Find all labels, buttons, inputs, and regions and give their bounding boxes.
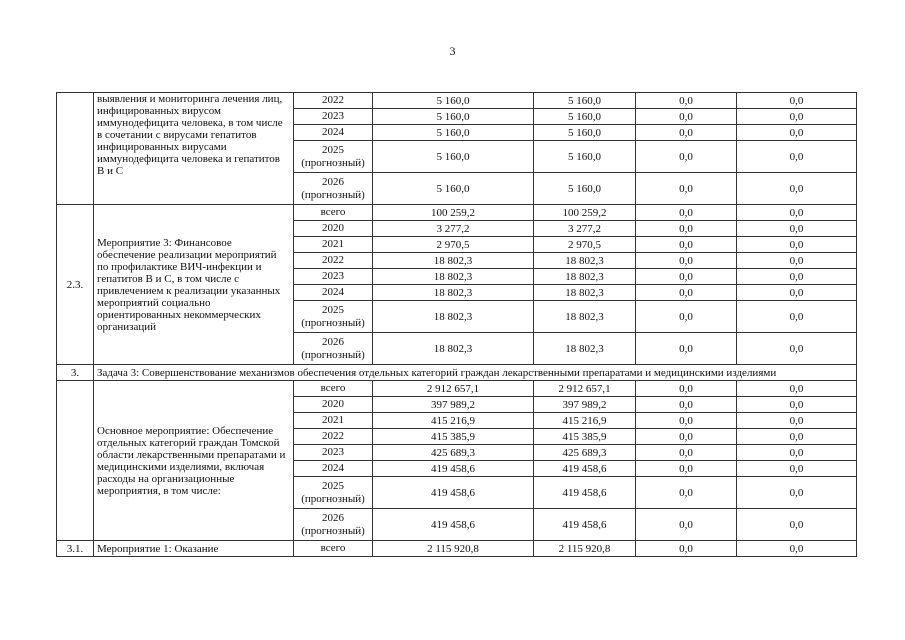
item-description: Мероприятие 1: Оказание xyxy=(94,541,294,557)
total-cell: 18 802,3 xyxy=(373,269,534,285)
other-cell: 0,0 xyxy=(737,141,857,173)
year-cell: 2024 xyxy=(294,125,373,141)
table-row xyxy=(57,205,857,221)
row-number xyxy=(57,93,94,205)
year-cell: 2023 xyxy=(294,445,373,461)
total-cell: 5 160,0 xyxy=(373,125,534,141)
regional-cell: 0,0 xyxy=(636,93,737,109)
year-cell: 2026 (прогнозный) xyxy=(294,509,373,541)
table-row xyxy=(57,381,857,397)
regional-cell: 0,0 xyxy=(636,269,737,285)
federal-cell: 18 802,3 xyxy=(534,285,636,301)
row-number: 3. xyxy=(57,365,94,381)
federal-cell: 2 115 920,8 xyxy=(534,541,636,557)
total-cell: 5 160,0 xyxy=(373,141,534,173)
regional-cell: 0,0 xyxy=(636,381,737,397)
row-number: 2.3. xyxy=(57,205,94,365)
federal-cell: 5 160,0 xyxy=(534,125,636,141)
year-cell: 2024 xyxy=(294,461,373,477)
other-cell: 0,0 xyxy=(737,205,857,221)
total-cell: 18 802,3 xyxy=(373,253,534,269)
federal-cell: 415 216,9 xyxy=(534,413,636,429)
other-cell: 0,0 xyxy=(737,429,857,445)
regional-cell: 0,0 xyxy=(636,141,737,173)
regional-cell: 0,0 xyxy=(636,221,737,237)
federal-cell: 397 989,2 xyxy=(534,397,636,413)
row-number xyxy=(57,381,94,541)
other-cell: 0,0 xyxy=(737,109,857,125)
total-cell: 18 802,3 xyxy=(373,333,534,365)
table-row xyxy=(57,541,857,557)
year-cell: 2022 xyxy=(294,93,373,109)
federal-cell: 5 160,0 xyxy=(534,109,636,125)
task-row xyxy=(57,365,857,381)
other-cell: 0,0 xyxy=(737,461,857,477)
other-cell: 0,0 xyxy=(737,253,857,269)
other-cell: 0,0 xyxy=(737,445,857,461)
regional-cell: 0,0 xyxy=(636,109,737,125)
year-cell: 2023 xyxy=(294,269,373,285)
table-body xyxy=(57,93,857,557)
page-number: 3 xyxy=(449,44,456,58)
federal-cell: 18 802,3 xyxy=(534,269,636,285)
federal-cell: 2 912 657,1 xyxy=(534,381,636,397)
total-cell: 397 989,2 xyxy=(373,397,534,413)
total-cell: 2 912 657,1 xyxy=(373,381,534,397)
federal-cell: 3 277,2 xyxy=(534,221,636,237)
total-cell: 2 115 920,8 xyxy=(373,541,534,557)
regional-cell: 0,0 xyxy=(636,429,737,445)
other-cell: 0,0 xyxy=(737,125,857,141)
other-cell: 0,0 xyxy=(737,509,857,541)
item-description: Мероприятие 3: Финансовое обеспечение реализации мероприятий по профилактике ВИЧ-инфекции и гепатитов В и С, в том числе с привлечением к реализации указанных мероприятий социально ориентированных некоммерческих организаций xyxy=(94,205,294,365)
federal-cell: 18 802,3 xyxy=(534,333,636,365)
federal-cell: 18 802,3 xyxy=(534,301,636,333)
other-cell: 0,0 xyxy=(737,221,857,237)
regional-cell: 0,0 xyxy=(636,509,737,541)
year-cell: 2026 (прогнозный) xyxy=(294,173,373,205)
other-cell: 0,0 xyxy=(737,397,857,413)
other-cell: 0,0 xyxy=(737,333,857,365)
other-cell: 0,0 xyxy=(737,477,857,509)
total-cell: 419 458,6 xyxy=(373,477,534,509)
year-cell: 2025 (прогнозный) xyxy=(294,141,373,173)
regional-cell: 0,0 xyxy=(636,413,737,429)
funding-table xyxy=(56,92,857,557)
regional-cell: 0,0 xyxy=(636,285,737,301)
federal-cell: 425 689,3 xyxy=(534,445,636,461)
regional-cell: 0,0 xyxy=(636,461,737,477)
regional-cell: 0,0 xyxy=(636,173,737,205)
regional-cell: 0,0 xyxy=(636,541,737,557)
total-cell: 5 160,0 xyxy=(373,93,534,109)
year-cell: 2022 xyxy=(294,253,373,269)
total-cell: 415 385,9 xyxy=(373,429,534,445)
year-cell: всего xyxy=(294,205,373,221)
federal-cell: 100 259,2 xyxy=(534,205,636,221)
item-description: Основное мероприятие: Обеспечение отдельных категорий граждан Томской области лекарственными препаратами и медицинскими изделиями, включая расходы на организационные мероприятия, в том числе: xyxy=(94,381,294,541)
regional-cell: 0,0 xyxy=(636,477,737,509)
regional-cell: 0,0 xyxy=(636,125,737,141)
federal-cell: 419 458,6 xyxy=(534,477,636,509)
year-cell: всего xyxy=(294,381,373,397)
federal-cell: 5 160,0 xyxy=(534,141,636,173)
total-cell: 18 802,3 xyxy=(373,285,534,301)
other-cell: 0,0 xyxy=(737,237,857,253)
year-cell: 2022 xyxy=(294,429,373,445)
year-cell: 2021 xyxy=(294,237,373,253)
year-cell: 2026 (прогнозный) xyxy=(294,333,373,365)
federal-cell: 2 970,5 xyxy=(534,237,636,253)
total-cell: 3 277,2 xyxy=(373,221,534,237)
total-cell: 2 970,5 xyxy=(373,237,534,253)
year-cell: 2021 xyxy=(294,413,373,429)
year-cell: 2024 xyxy=(294,285,373,301)
total-cell: 419 458,6 xyxy=(373,461,534,477)
regional-cell: 0,0 xyxy=(636,445,737,461)
other-cell: 0,0 xyxy=(737,541,857,557)
task-title: Задача 3: Совершенствование механизмов обеспечения отдельных категорий граждан лекарственными препаратами и медицинскими изделиями xyxy=(94,365,857,381)
regional-cell: 0,0 xyxy=(636,237,737,253)
other-cell: 0,0 xyxy=(737,381,857,397)
year-cell: 2025 (прогнозный) xyxy=(294,477,373,509)
federal-cell: 415 385,9 xyxy=(534,429,636,445)
federal-cell: 419 458,6 xyxy=(534,509,636,541)
item-description: выявления и мониторинга лечения лиц, инфицированных вирусом иммунодефицита человека, в том числе в сочетании с вирусами гепатитов инфицированных вирусами иммунодефицита человека и гепатитов В и С xyxy=(94,93,294,205)
total-cell: 5 160,0 xyxy=(373,109,534,125)
regional-cell: 0,0 xyxy=(636,253,737,269)
federal-cell: 419 458,6 xyxy=(534,461,636,477)
other-cell: 0,0 xyxy=(737,301,857,333)
year-cell: 2023 xyxy=(294,109,373,125)
other-cell: 0,0 xyxy=(737,173,857,205)
total-cell: 419 458,6 xyxy=(373,509,534,541)
total-cell: 415 216,9 xyxy=(373,413,534,429)
row-number: 3.1. xyxy=(57,541,94,557)
year-cell: 2020 xyxy=(294,221,373,237)
other-cell: 0,0 xyxy=(737,93,857,109)
other-cell: 0,0 xyxy=(737,413,857,429)
table-row xyxy=(57,93,857,109)
federal-cell: 18 802,3 xyxy=(534,253,636,269)
regional-cell: 0,0 xyxy=(636,333,737,365)
total-cell: 18 802,3 xyxy=(373,301,534,333)
year-cell: 2025 (прогнозный) xyxy=(294,301,373,333)
total-cell: 100 259,2 xyxy=(373,205,534,221)
other-cell: 0,0 xyxy=(737,285,857,301)
federal-cell: 5 160,0 xyxy=(534,173,636,205)
year-cell: 2020 xyxy=(294,397,373,413)
total-cell: 425 689,3 xyxy=(373,445,534,461)
regional-cell: 0,0 xyxy=(636,205,737,221)
regional-cell: 0,0 xyxy=(636,397,737,413)
federal-cell: 5 160,0 xyxy=(534,93,636,109)
other-cell: 0,0 xyxy=(737,269,857,285)
regional-cell: 0,0 xyxy=(636,301,737,333)
year-cell: всего xyxy=(294,541,373,557)
total-cell: 5 160,0 xyxy=(373,173,534,205)
